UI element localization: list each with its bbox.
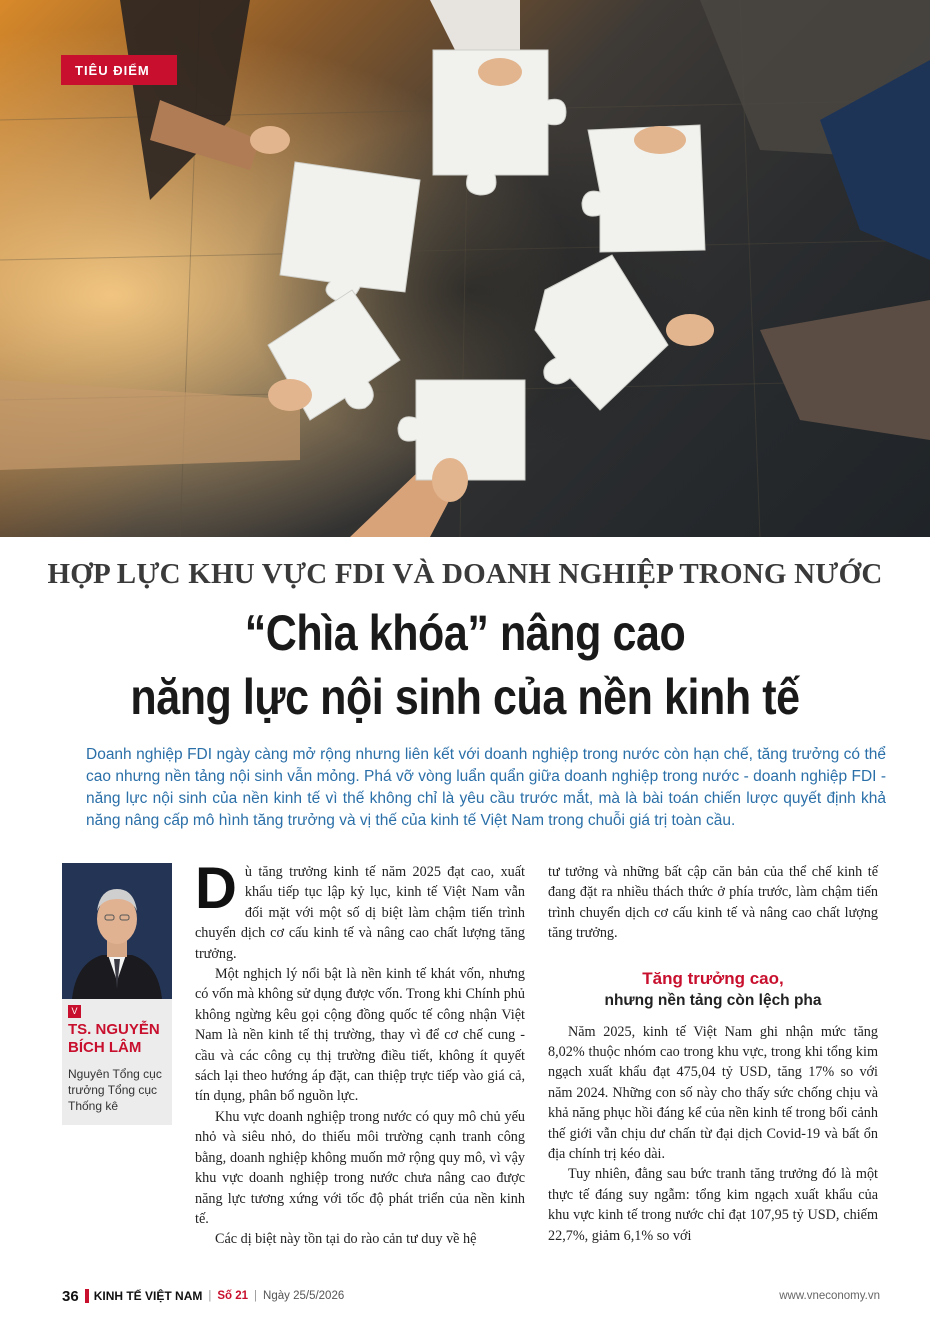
page-number: 36 — [62, 1287, 79, 1305]
headline-title-line2: năng lực nội sinh của nền kinh tế — [130, 669, 800, 725]
subheading-line2: nhưng nền tảng còn lệch pha — [604, 991, 822, 1009]
author-name: TS. NGUYỄN BÍCH LÂM — [68, 1021, 160, 1056]
subheading — [548, 968, 878, 1012]
paragraph: Dù tăng trưởng kinh tế năm 2025 đạt cao, xuất khẩu tiếp tục lập kỷ lục, kinh tế Việt Nam vẫn đối mặt với một số dị biệt làm chậm tiến trình chuyển dịch cơ cấu kinh tế và nâng cao chất lượng tăng trưởng. — [195, 856, 525, 962]
magazine-name: KINH TẾ VIỆT NAM — [93, 1289, 203, 1303]
author-box — [62, 863, 172, 1125]
paragraph: Một nghịch lý nổi bật là nền kinh tế khát vốn, nhưng có vốn mà không sử dụng được vốn. Trong khi Chính phủ không ngừng kêu gọi cộng đồng quốc tế công nhận Việt Nam là nền kinh tế thị trường, thay vì để cơ chế cung - cầu và các công cụ thị trường điều tiết, không ít quyết sách lại theo hướng áp đặt, can thiệp trực tiếp vào giá cả, tín dụng, phân bổ nguồn lực. — [195, 966, 525, 1105]
section-tag[interactable]: TIÊU ĐIỂM — [61, 55, 177, 85]
paragraph: Tuy nhiên, đằng sau bức tranh tăng trưởng đó là một thực tế đáng suy ngẫm: tổng kim ngạch xuất khẩu của khu vực kinh tế trong nước chỉ đạt 107,95 tỷ USD, chiếm 22,7%, giảm 6,1% so với — [548, 1166, 878, 1244]
body-column-2 — [548, 862, 878, 1246]
paragraph: tư tưởng và những bất cập căn bản của thể chế kinh tế đang đặt ra nhiều thách thức ở phía trước, làm chậm tiến trình chuyển dịch cơ cấu kinh tế và nâng cao chất lượng tăng trưởng. — [548, 864, 878, 942]
website-link[interactable]: www.vneconomy.vn — [779, 1290, 880, 1302]
page-footer — [62, 1286, 880, 1306]
footer-accent-bar — [85, 1289, 89, 1303]
headline-title-line1: “Chìa khóa” nâng cao — [244, 605, 686, 661]
author-role: Nguyên Tổng cục trưởng Tổng cục Thống kê — [68, 1067, 162, 1113]
dropcap: D — [195, 856, 237, 921]
paragraph: Năm 2025, kinh tế Việt Nam ghi nhận mức tăng 8,02% thuộc nhóm cao trong khu vực, trong khi tổng kim ngạch xuất khẩu đạt 475,04 tỷ USD, tăng 17% so với năm 2024. Những con số này cho thấy sức chống chịu và khả năng phục hồi đáng kể của nền kinh tế trong bối cảnh thế giới vẫn chịu dư chấn từ đại dịch Covid-19 và bất ổn địa chính trị kéo dài. — [548, 1023, 878, 1163]
article-sapo: Doanh nghiệp FDI ngày càng mở rộng nhưng liên kết với doanh nghiệp trong nước còn hạn chế, tăng trưởng có thể cao nhưng nền tảng nội sinh vẫn mỏng. Phá vỡ vòng luẩn quẩn giữa doanh nghiệp trong nước - doanh nghiệp FDI - năng lực nội sinh của nền kinh tế vì thế không chỉ là yêu cầu trước mắt, mà là bài toán chiến lược quyết định khả năng nâng cấp mô hình tăng trưởng và vị thế của kinh tế Việt Nam trong chuỗi giá trị toàn cầu. — [86, 746, 886, 829]
author-mark-icon: V — [68, 1005, 81, 1018]
author-photo — [62, 863, 172, 999]
issue-date: Ngày 25/5/2026 — [263, 1290, 345, 1302]
footer-separator: | — [254, 1290, 258, 1302]
hero-photo — [0, 0, 930, 537]
paragraph: Khu vực doanh nghiệp trong nước có quy mô chủ yếu nhỏ và siêu nhỏ, do thiếu môi trường cạnh tranh công bằng, doanh nghiệp không muốn mở rộng quy mô, vì vậy khu vực doanh nghiệp trong nước chưa nâng cao được năng lực tương xứng với tốc độ phát triển của nền kinh tế. — [195, 1108, 525, 1227]
body-column-1 — [195, 856, 525, 1250]
issue-number: Số 21 — [217, 1290, 249, 1302]
headline-kicker: HỢP LỰC KHU VỰC FDI VÀ DOANH NGHIỆP TRONG NƯỚC — [47, 558, 883, 590]
footer-separator: | — [208, 1290, 212, 1302]
subheading-line1: Tăng trưởng cao, — [642, 968, 784, 988]
paragraph: Các dị biệt này tồn tại do rào cản tư duy về hệ — [215, 1231, 477, 1248]
